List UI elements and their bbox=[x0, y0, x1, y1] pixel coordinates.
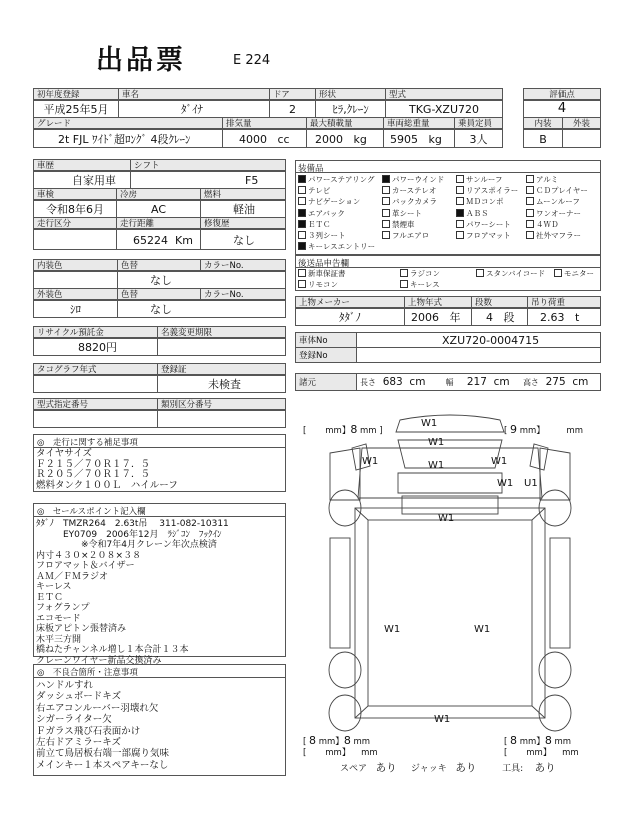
accessories-row: スペア あり ジャッキ あり 工具: あり bbox=[340, 762, 556, 774]
unit: mm bbox=[562, 748, 579, 758]
checkbox-item bbox=[554, 269, 594, 278]
grade-label: グレード bbox=[33, 117, 223, 129]
gvw-cell bbox=[383, 129, 455, 148]
cargo-bed-inner bbox=[368, 520, 532, 706]
checkbox-label: モニター bbox=[564, 269, 594, 278]
bracket: [ bbox=[303, 426, 307, 436]
reg-no-value bbox=[356, 347, 601, 363]
unchecked-box-icon bbox=[526, 231, 534, 239]
damage-mark: U1 bbox=[524, 478, 538, 489]
unit: mm bbox=[318, 737, 336, 747]
checkbox-label: ＣＤプレイヤー bbox=[536, 186, 588, 196]
unit: mm bbox=[519, 737, 537, 747]
checkbox-item bbox=[298, 280, 338, 289]
body-year-value: 2006 bbox=[411, 311, 439, 324]
damage-mark: W1 bbox=[434, 714, 451, 725]
unchecked-box-icon bbox=[298, 280, 306, 288]
defect-text: ハンドルすれ ダッシュボードキズ 右エアコンルーバー羽壊れ欠 シガーライター欠 Ｆガラス飛び石表面かけ 左右ドアミラーキズ 前立て鳥居板右端一部腐り気味 メインキー１本スペアキーなし bbox=[36, 680, 170, 771]
mileage-label: 走行距離 bbox=[116, 217, 201, 229]
unchecked-box-icon bbox=[298, 269, 306, 277]
fuel-label: 燃料 bbox=[200, 188, 286, 200]
damage-mark: W1 bbox=[438, 513, 455, 524]
shape-value: ﾋﾗ,ｸﾚｰﾝ bbox=[315, 100, 386, 118]
exterior-color-change-value: なし bbox=[117, 300, 286, 318]
tire-value: 8 bbox=[309, 734, 317, 747]
checkbox-item bbox=[526, 197, 580, 206]
checkbox-label: パワーシート bbox=[466, 219, 511, 229]
unit: mm bbox=[361, 748, 378, 758]
sales-label: セールスポイント記入欄 bbox=[52, 507, 146, 517]
history-label: 車歴 bbox=[33, 159, 131, 171]
unit: mm bbox=[325, 748, 342, 758]
gvw-label: 車両総重量 bbox=[383, 117, 455, 129]
unchecked-box-icon bbox=[526, 186, 534, 194]
unchecked-box-icon bbox=[400, 269, 408, 277]
unit: mm bbox=[554, 737, 572, 747]
unit: mm bbox=[360, 426, 377, 436]
tire-rear-left-1: [ 8 mm】8 mm bbox=[303, 734, 371, 747]
unchecked-box-icon bbox=[456, 231, 464, 239]
shift-label: シフト bbox=[130, 159, 286, 171]
docs-label: 後送品申告欄 bbox=[298, 259, 350, 269]
ac-value: AC bbox=[116, 200, 201, 218]
doors-label: ドア bbox=[269, 88, 316, 100]
jack-value: あり bbox=[455, 762, 477, 774]
unchecked-box-icon bbox=[382, 231, 390, 239]
recycle-value: 8820 bbox=[78, 341, 106, 354]
width-value: 217 bbox=[466, 376, 487, 388]
interior-color-change-value: なし bbox=[117, 271, 286, 289]
length-unit: cm bbox=[409, 376, 426, 388]
tools-value: あり bbox=[534, 762, 556, 774]
unchecked-box-icon bbox=[456, 220, 464, 228]
checkbox-label: ＭＤコンポ bbox=[466, 197, 504, 207]
rear-left-wheel-1 bbox=[329, 652, 361, 688]
tire-value: 9 bbox=[510, 423, 518, 436]
checkbox-item bbox=[456, 197, 504, 206]
divider bbox=[34, 677, 285, 678]
tacho-label: タコグラフ年式 bbox=[33, 363, 158, 375]
body-maker-label: 上物メーカー bbox=[295, 296, 405, 308]
checkbox-label: フルエアロ bbox=[392, 231, 430, 240]
max-load-cell bbox=[306, 129, 384, 148]
checkbox-item bbox=[456, 209, 489, 218]
unit: mm bbox=[325, 426, 342, 436]
tire-rear-left-2: [ mm】 mm bbox=[303, 748, 378, 758]
bullet-icon: ◎ bbox=[37, 507, 53, 517]
width-unit: cm bbox=[493, 376, 510, 388]
exterior-color-no-label: カラーNo. bbox=[200, 288, 286, 300]
unit: mm bbox=[519, 426, 537, 436]
unchecked-box-icon bbox=[382, 220, 390, 228]
body-year-label: 上物年式 bbox=[404, 296, 472, 308]
checkbox-item bbox=[526, 186, 588, 195]
unchecked-box-icon bbox=[382, 209, 390, 217]
unchecked-box-icon bbox=[554, 269, 562, 277]
gvw-value: 5905 bbox=[390, 133, 418, 146]
checked-box-icon bbox=[298, 175, 306, 183]
docs-box bbox=[295, 255, 601, 291]
damage-mark: W1 bbox=[474, 624, 491, 635]
jack-label: ジャッキ bbox=[410, 764, 447, 774]
checkbox-label: サンルーフ bbox=[466, 175, 503, 184]
tools-label: 工具 bbox=[502, 764, 521, 774]
unchecked-box-icon bbox=[456, 197, 464, 205]
checkbox-item bbox=[456, 186, 518, 195]
interior-color-change-label: 色替 bbox=[117, 259, 201, 271]
score-value: 4 bbox=[523, 100, 601, 118]
rear-right-wheel-2 bbox=[539, 695, 571, 731]
tire-value: 8 bbox=[510, 734, 518, 747]
ac-label: 冷房 bbox=[116, 188, 201, 200]
right-side-panel bbox=[550, 538, 570, 648]
length-label: 長さ bbox=[360, 378, 376, 387]
model-value: TKG-XZU720 bbox=[385, 100, 503, 118]
checkbox-item bbox=[382, 220, 415, 229]
bracket: ] bbox=[379, 426, 383, 436]
checkbox-label: 革シート bbox=[392, 208, 422, 218]
checkbox-label: リモコン bbox=[308, 280, 338, 289]
checkbox-label: 社外マフラー bbox=[536, 231, 581, 240]
checkbox-item bbox=[400, 269, 440, 278]
damage-mark: W1 bbox=[497, 478, 514, 489]
unchecked-box-icon bbox=[382, 197, 390, 205]
checkbox-item bbox=[298, 175, 375, 184]
page-title: 出品票 bbox=[96, 45, 186, 76]
length-value: 683 bbox=[382, 376, 403, 388]
lift-cell bbox=[527, 308, 601, 326]
cargo-bed bbox=[355, 508, 545, 718]
bracket: [ bbox=[504, 737, 508, 747]
body-year-cell bbox=[404, 308, 472, 326]
model-label: 型式 bbox=[385, 88, 503, 100]
exterior-label: 外装 bbox=[562, 117, 601, 129]
car-name-value: ﾀﾞｲﾅ bbox=[118, 100, 270, 118]
interior-label: 内装 bbox=[523, 117, 563, 129]
dims-value bbox=[356, 373, 601, 391]
hood bbox=[398, 473, 502, 493]
checkbox-item bbox=[382, 186, 436, 195]
checkbox-label: ３列シート bbox=[308, 231, 346, 240]
doors-value: 2 bbox=[269, 100, 316, 118]
body-year-unit: 年 bbox=[449, 311, 461, 324]
checkbox-item bbox=[526, 231, 581, 240]
rear-right-wheel-1 bbox=[539, 652, 571, 688]
unchecked-box-icon bbox=[456, 175, 464, 183]
mileage-class-value bbox=[33, 229, 117, 250]
right-door bbox=[540, 448, 570, 500]
name-change-value bbox=[157, 338, 286, 356]
checkbox-label: ＥＴＣ bbox=[308, 219, 331, 229]
checkbox-label: 新車保証書 bbox=[308, 269, 346, 278]
vin-value: XZU720-0004715 bbox=[356, 332, 601, 348]
displacement-value: 4000 bbox=[239, 133, 267, 146]
vin-label: 車体No bbox=[295, 332, 357, 348]
checkbox-item bbox=[298, 197, 360, 206]
divider bbox=[296, 172, 600, 173]
mileage-cell bbox=[116, 229, 201, 250]
crane-base bbox=[402, 496, 498, 514]
unit: mm bbox=[353, 737, 371, 747]
displacement-cell bbox=[222, 129, 307, 148]
bracket: [ bbox=[504, 426, 508, 436]
class-no-value bbox=[157, 410, 286, 428]
supp-text: タイヤサイズ Ｆ２１５／７０Ｒ１７．５ Ｒ２０５／７０Ｒ１７．５ 燃料タンク１００Ｌ ハイルーフ bbox=[36, 448, 178, 491]
exterior-color-value: ｼﾛ bbox=[33, 300, 118, 318]
inspection-label: 車検 bbox=[33, 188, 117, 200]
inspection-value: 令和8年6月 bbox=[33, 200, 117, 218]
unchecked-box-icon bbox=[298, 197, 306, 205]
checkbox-label: アルミ bbox=[536, 175, 559, 184]
recycle-unit: 円 bbox=[106, 341, 117, 354]
supp-label: 走行に関する補足事項 bbox=[52, 438, 138, 448]
class-no-label: 類別区分番号 bbox=[157, 398, 286, 410]
first-reg-value: 平成25年5月 bbox=[33, 100, 119, 118]
name-change-label: 名義変更期限 bbox=[157, 326, 286, 338]
stages-unit: 段 bbox=[503, 311, 515, 324]
checkbox-item bbox=[400, 280, 440, 289]
exterior-color-label: 外装色 bbox=[33, 288, 118, 300]
spare-value: あり bbox=[375, 762, 397, 774]
score-label: 評価点 bbox=[523, 88, 601, 100]
checkbox-label: パワーウインド bbox=[392, 175, 445, 184]
registration-label: 登録証 bbox=[157, 363, 286, 375]
bracket: [ bbox=[303, 748, 307, 758]
checkbox-label: エアバック bbox=[308, 208, 345, 218]
exterior-color-change-label: 色替 bbox=[117, 288, 201, 300]
checked-box-icon bbox=[456, 209, 464, 217]
bullet-icon: ◎ bbox=[37, 668, 53, 678]
first-reg-label: 初年度登録 bbox=[33, 88, 119, 100]
damage-mark: W1 bbox=[491, 456, 508, 467]
repair-label: 修復歴 bbox=[200, 217, 286, 229]
checkbox-item bbox=[476, 269, 545, 278]
stages-cell bbox=[471, 308, 528, 326]
shape-label: 形状 bbox=[315, 88, 386, 100]
checkbox-item bbox=[298, 209, 345, 218]
left-side-panel bbox=[330, 538, 350, 648]
stages-label: 段数 bbox=[471, 296, 528, 308]
checkbox-label: リアスポイラー bbox=[466, 186, 519, 196]
unchecked-box-icon bbox=[400, 280, 408, 288]
spare-label: スペア bbox=[340, 764, 368, 774]
height-value: 275 bbox=[545, 376, 566, 388]
unit: mm bbox=[566, 426, 583, 436]
max-load-unit: kg bbox=[353, 133, 367, 146]
unchecked-box-icon bbox=[382, 186, 390, 194]
grade-value: 2t FJL ﾜｲﾄﾞ超ﾛﾝｸﾞ 4段ｸﾚｰﾝ bbox=[33, 129, 223, 148]
checkbox-label: 禁煙車 bbox=[392, 219, 415, 229]
bullet-icon: ◎ bbox=[37, 438, 53, 448]
damage-mark: W1 bbox=[428, 460, 445, 471]
recycle-label: リサイクル預託金 bbox=[33, 326, 158, 338]
body-maker-value: ﾀﾀﾞﾉ bbox=[295, 308, 405, 326]
checked-box-icon bbox=[298, 209, 306, 217]
mileage-class-label: 走行区分 bbox=[33, 217, 117, 229]
unchecked-box-icon bbox=[298, 231, 306, 239]
unchecked-box-icon bbox=[526, 220, 534, 228]
checkbox-item bbox=[298, 220, 331, 229]
tire-rear-right-2: [ mm】 mm bbox=[504, 748, 579, 758]
windshield bbox=[398, 440, 502, 468]
tire-front-left: [ mm】8 mm ] bbox=[303, 423, 383, 436]
checkbox-item bbox=[382, 197, 437, 206]
checkbox-label: キーレス bbox=[410, 280, 440, 289]
recycle-cell bbox=[33, 338, 158, 356]
registration-value: 未検査 bbox=[157, 375, 286, 393]
equipment-box bbox=[295, 160, 601, 255]
checkbox-label: キーレスエントリー bbox=[308, 242, 376, 252]
interior-color-value bbox=[33, 271, 118, 289]
front-bumper bbox=[396, 415, 504, 432]
damage-mark: W1 bbox=[384, 624, 401, 635]
sales-text: ﾀﾀﾞﾉ TMZR264 2.63t吊 311-082-10311 EY0709 2006年12月 ﾗｼﾞｺﾝ ﾌｯｸｲﾝ ※令和7年4月クレーン年次点検済 内寸４３０×２０８×３８ フロアマット＆バイザー ＡＭ／ＦＭラジオ キーレス ＥＴＣ フォグランプ エコモード 床板アピトン張替済み 木平三方開 橋ねたチャンネル増し１本合計１３本 クレーンワイヤー新品交換済み bbox=[36, 519, 229, 666]
tire-front-right: [ 9 mm】 mm bbox=[504, 423, 583, 436]
height-unit: cm bbox=[572, 376, 589, 388]
checkbox-label: ＡＢＳ bbox=[466, 208, 489, 218]
displacement-label: 排気量 bbox=[222, 117, 307, 129]
divider bbox=[296, 267, 600, 268]
damage-mark: W1 bbox=[362, 456, 379, 467]
reg-no-label: 登録No bbox=[295, 347, 357, 363]
sales-box bbox=[33, 503, 286, 666]
checkbox-item bbox=[298, 231, 346, 240]
checked-box-icon bbox=[382, 175, 390, 183]
unit: mm bbox=[526, 748, 543, 758]
interior-color-label: 内装色 bbox=[33, 259, 118, 271]
checked-box-icon bbox=[298, 242, 306, 250]
checkbox-item bbox=[456, 231, 511, 240]
mileage-unit: Km bbox=[175, 234, 193, 247]
interior-color-no-label: カラーNo. bbox=[200, 259, 286, 271]
unchecked-box-icon bbox=[526, 175, 534, 183]
checkbox-label: ムーンルーフ bbox=[536, 197, 580, 207]
car-name-label: 車名 bbox=[118, 88, 270, 100]
checkbox-label: ４ＷＤ bbox=[536, 219, 559, 229]
checkbox-label: カーステレオ bbox=[392, 186, 437, 196]
unchecked-box-icon bbox=[456, 186, 464, 194]
checkbox-item bbox=[382, 209, 422, 218]
left-door bbox=[330, 448, 360, 500]
checkbox-item bbox=[456, 175, 503, 184]
unchecked-box-icon bbox=[298, 186, 306, 194]
vehicle-diagram bbox=[290, 408, 610, 748]
mileage-value: 65224 bbox=[133, 234, 168, 247]
checkbox-item bbox=[298, 269, 346, 278]
unchecked-box-icon bbox=[526, 209, 534, 217]
lot-number: E 224 bbox=[233, 53, 271, 68]
divider bbox=[34, 516, 285, 517]
tire-rear-right-1: [ 8 mm】8 mm bbox=[504, 734, 572, 747]
checkbox-label: フロアマット bbox=[466, 231, 511, 240]
type-no-label: 型式指定番号 bbox=[33, 398, 158, 410]
checkbox-item bbox=[526, 220, 559, 229]
interior-value: B bbox=[523, 129, 563, 148]
defect-label: 不良合箇所・注意事項 bbox=[52, 668, 138, 678]
checkbox-label: スタンバイコード bbox=[486, 269, 546, 278]
checkbox-label: テレビ bbox=[308, 186, 331, 196]
displacement-unit: cc bbox=[277, 133, 290, 146]
height-label: 高さ bbox=[522, 378, 539, 387]
repair-value: なし bbox=[200, 229, 286, 250]
equipment-label: 装備品 bbox=[298, 164, 324, 174]
defect-box bbox=[33, 664, 286, 776]
bracket: [ bbox=[504, 748, 508, 758]
tire-value: 8 bbox=[544, 734, 552, 747]
rear-left-wheel-2 bbox=[329, 695, 361, 731]
checkbox-item bbox=[298, 242, 375, 251]
damage-mark: W1 bbox=[428, 437, 445, 448]
shift-value: F5 bbox=[130, 171, 286, 189]
max-load-value: 2000 bbox=[315, 133, 343, 146]
gvw-unit: kg bbox=[428, 133, 442, 146]
checked-box-icon bbox=[298, 220, 306, 228]
history-value: 自家用車 bbox=[33, 171, 131, 189]
seats-label: 乗員定員 bbox=[454, 117, 503, 129]
checkbox-label: ラジコン bbox=[410, 269, 440, 278]
tire-value: 8 bbox=[343, 734, 351, 747]
dims-label: 諸元 bbox=[295, 373, 357, 391]
width-label: 幅 bbox=[445, 378, 454, 387]
lift-label: 吊り荷重 bbox=[527, 296, 601, 308]
seats-value: 3人 bbox=[454, 129, 503, 148]
checkbox-item bbox=[298, 186, 330, 195]
max-load-label: 最大積載量 bbox=[306, 117, 384, 129]
checkbox-item bbox=[382, 231, 429, 240]
lift-value: 2.63 bbox=[540, 311, 565, 324]
unchecked-box-icon bbox=[526, 197, 534, 205]
checkbox-label: ワンオーナー bbox=[536, 208, 581, 218]
bracket: [ bbox=[303, 737, 307, 747]
supp-box bbox=[33, 434, 286, 492]
unchecked-box-icon bbox=[476, 269, 484, 277]
damage-mark: W1 bbox=[421, 418, 438, 429]
exterior-value bbox=[562, 129, 601, 148]
fuel-value: 軽油 bbox=[200, 200, 286, 218]
type-no-value bbox=[33, 410, 158, 428]
checkbox-label: バックカメラ bbox=[392, 197, 437, 207]
tire-value: 8 bbox=[350, 423, 358, 436]
checkbox-item bbox=[526, 209, 581, 218]
lift-unit: t bbox=[575, 311, 580, 324]
checkbox-label: ナビゲーション bbox=[308, 197, 361, 207]
stages-value: 4 bbox=[486, 311, 493, 324]
tacho-value bbox=[33, 375, 158, 393]
checkbox-item bbox=[382, 175, 444, 184]
checkbox-item bbox=[526, 175, 558, 184]
checkbox-item bbox=[456, 220, 511, 229]
checkbox-label: パワーステアリング bbox=[308, 175, 375, 184]
